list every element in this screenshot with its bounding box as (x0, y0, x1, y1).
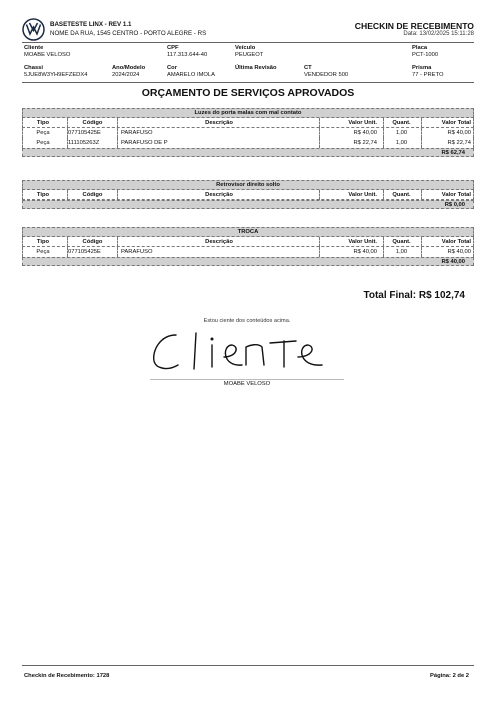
info-value: 77 - PRETO (412, 72, 444, 78)
info-value: 5JUE8W3YH9EFZEDX4 (24, 72, 88, 78)
info-label: Veículo (235, 45, 256, 51)
cell-valor-total: R$ 40,00 (421, 247, 473, 257)
info-ultima-revisao (235, 65, 277, 72)
company-address: NOME DA RUA, 1545 CENTRO - PORTO ALEGRE - RS (50, 30, 207, 37)
info-placa (412, 45, 438, 58)
service-section (22, 108, 474, 157)
section-subtotal: R$ 0,00 (22, 200, 474, 209)
cell-quant: 1,00 (383, 128, 419, 138)
col-tipo: Tipo (36, 120, 50, 126)
info-value: PEUGEOT (235, 52, 264, 58)
info-ct (304, 65, 348, 78)
info-label: Ano/Modelo (112, 65, 146, 71)
col-valor-total: Valor Total (421, 190, 473, 200)
col-quant: Quant. (383, 190, 419, 200)
info-label: Última Revisão (235, 65, 277, 71)
cell-valor-unit: R$ 40,00 (319, 247, 379, 257)
section-subtotal: R$ 40,00 (22, 257, 474, 266)
info-value: VENDEDOR 500 (304, 72, 349, 78)
cell-valor-total: R$ 40,00 (421, 128, 473, 138)
info-chassi (24, 65, 87, 78)
services-title: ORÇAMENTO DE SERVIÇOS APROVADOS (141, 87, 355, 99)
vw-logo-icon (22, 18, 45, 41)
checkin-number: Checkin de Recebimento: 1728 (24, 673, 110, 679)
info-cpf (167, 45, 207, 58)
info-label: Placa (412, 45, 428, 51)
col-descricao: Descrição (117, 118, 317, 128)
info-value: 2024/2024 (112, 72, 140, 78)
col-quant: Quant. (383, 237, 419, 247)
info-value: AMARELO IMOLA (167, 72, 215, 78)
col-codigo: Código (67, 237, 117, 247)
section-title: Retrovisor direito solto (22, 180, 474, 190)
footer-divider (22, 665, 474, 666)
document-date: Data: 13/02/2025 15:11:28 (403, 31, 474, 37)
col-valor-unit: Valor Unit. (319, 237, 379, 247)
info-value: PCT-1000 (412, 52, 439, 58)
page-number: Página: 2 de 2 (430, 673, 469, 679)
col-valor-total: Valor Total (421, 237, 473, 247)
info-value: MOABE VELOSO (24, 52, 71, 58)
info-prisma (412, 65, 443, 78)
info-label: Cliente (24, 45, 44, 51)
table-header (22, 237, 474, 247)
col-codigo: Código (67, 118, 117, 128)
cell-quant: 1,00 (383, 247, 419, 257)
col-tipo: Tipo (36, 239, 50, 245)
cell-tipo: Peça (36, 130, 50, 136)
table-row (22, 138, 474, 148)
cell-valor-unit: R$ 22,74 (319, 138, 379, 148)
info-label: Chassi (24, 65, 44, 71)
info-value: 117.313.644-40 (167, 52, 208, 58)
cell-tipo: Peça (36, 249, 50, 255)
cell-descricao: PARAFUSO DE P (117, 138, 317, 148)
cell-quant: 1,00 (383, 138, 419, 148)
col-quant: Quant. (383, 118, 419, 128)
document-title: CHECKIN DE RECEBIMENTO (354, 21, 474, 31)
info-label: CT (304, 65, 312, 71)
col-valor-unit: Valor Unit. (319, 118, 379, 128)
info-label: CPF (167, 45, 179, 51)
info-ano-modelo (112, 65, 145, 78)
info-divider (22, 82, 474, 83)
cell-valor-unit: R$ 40,00 (319, 128, 379, 138)
handwritten-signature (146, 325, 346, 377)
header-divider (22, 42, 474, 43)
col-descricao: Descrição (117, 190, 317, 200)
info-veiculo (235, 45, 263, 58)
company-name: BASETESTE LINX - REV 1.1 (50, 21, 132, 28)
table-header (22, 118, 474, 128)
col-descricao: Descrição (117, 237, 317, 247)
cell-tipo: Peça (36, 140, 50, 146)
signature-name: MOABE VELOSO (223, 381, 271, 387)
document-header (22, 18, 474, 42)
cell-valor-total: R$ 22,74 (421, 138, 473, 148)
info-cor (167, 65, 215, 78)
info-label: Cor (167, 65, 177, 71)
cell-descricao: PARAFUSO (117, 247, 317, 257)
col-valor-unit: Valor Unit. (319, 190, 379, 200)
info-label: Prisma (412, 65, 432, 71)
total-final: Total Final: R$ 102,74 (363, 290, 465, 301)
table-row (22, 128, 474, 138)
section-title: Luzes do porta malas com mal contato (22, 108, 474, 118)
cell-codigo: 077105425E (67, 128, 117, 138)
table-header (22, 190, 474, 200)
section-subtotal: R$ 62,74 (22, 148, 474, 157)
signature-line (150, 379, 344, 380)
info-cliente (24, 45, 70, 58)
cell-codigo: 077105425E (67, 247, 117, 257)
confirmation-text: Estou ciente dos conteúdos acima. (203, 318, 291, 324)
col-tipo: Tipo (36, 192, 50, 198)
section-title: TROCA (22, 227, 474, 237)
service-section (22, 227, 474, 266)
col-valor-total: Valor Total (421, 118, 473, 128)
col-codigo: Código (67, 190, 117, 200)
cell-descricao: PARAFUSO (117, 128, 317, 138)
service-section (22, 180, 474, 209)
table-row (22, 247, 474, 257)
cell-codigo: 111105263Z (67, 138, 117, 148)
